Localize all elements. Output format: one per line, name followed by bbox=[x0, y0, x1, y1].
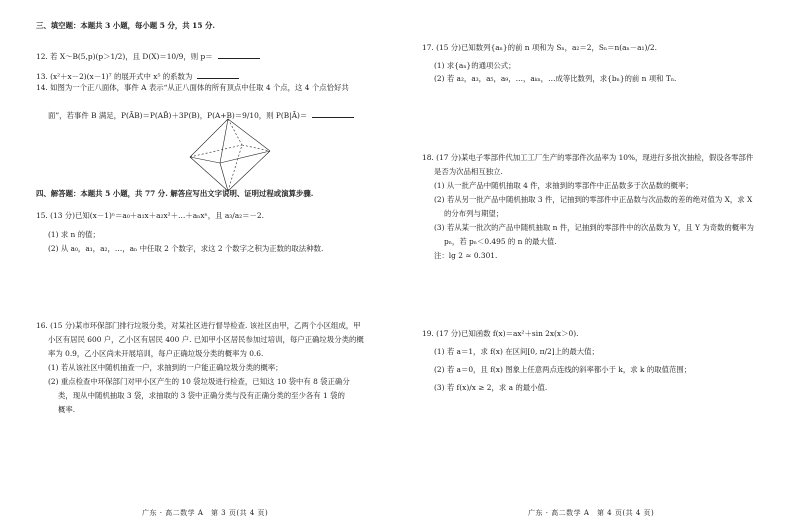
question-16-part2-line2: 类，现从中随机抽取 3 袋，求抽取的 3 袋中正确分类与没有正确分类的至少各有 1 袋的 bbox=[58, 391, 345, 400]
page-footer: 广东 · 高二数学 A 第 4 页(共 4 页) bbox=[528, 509, 655, 517]
question-18-line1: 18. (17 分)某电子零部件代加工工厂生产的零部件次品率为 10%，现进行多批次抽检，假设各零部件 bbox=[422, 153, 754, 162]
question-17-part2: (2) 若 a₂，a₃，a₅，a₉，…，aₖₙ，…成等比数列，求{bₙ}的前 n 项和 Tₙ. bbox=[434, 74, 677, 83]
question-16-line2: 小区有居民 600 户，乙小区有居民 400 户. 已知甲小区居民参加过培训，每户正确垃圾分类的概 bbox=[48, 335, 364, 344]
question-19-part3: (3) 若 f(x)/x ≥ 2，求 a 的最小值. bbox=[434, 383, 548, 392]
question-19-part2: (2) 若 a＝0，且 f(x) 图象上任意两点连线的斜率都小于 k，求 k 的取值范围； bbox=[434, 365, 692, 374]
question-18-note: 注：lg 2 ≈ 0.301. bbox=[434, 251, 498, 260]
question-16-part2-line3: 概率. bbox=[58, 405, 76, 414]
question-16-line3: 率为 0.9，乙小区尚未开展培训，每户正确垃圾分类的概率为 0.6. bbox=[48, 349, 264, 358]
section4-header: 四、解答题：本题共 5 小题，共 77 分. 解答应写出文字说明、证明过程或演算步骤. bbox=[36, 189, 314, 198]
question-16-part2-line1: (2) 重点检查中环保部门对甲小区产生的 10 袋垃圾进行检查，已知这 10 袋中有 8 袋正确分 bbox=[48, 377, 350, 386]
question-16-line1: 16. (15 分)某市环保部门排行垃圾分类，对某社区进行督导检查. 该社区由甲，乙两个小区组成，甲 bbox=[36, 321, 361, 330]
question-16-part1: (1) 若从该社区中随机抽查一户，求抽到的一户能正确垃圾分类的概率； bbox=[48, 363, 283, 372]
answer-blank bbox=[218, 52, 260, 59]
question-17-stem: 17. (15 分)已知数列{aₙ}的前 n 项和为 Sₙ，a₂＝2，Sₙ＝n(aₙ－a₁)/2. bbox=[422, 43, 657, 52]
answer-blank bbox=[312, 111, 354, 118]
question-18-part1: (1) 从一批产品中随机抽取 4 件，求抽到的零部件中正品数多于次品数的概率； bbox=[434, 181, 693, 190]
answer-blank bbox=[197, 72, 239, 79]
question-14-line1: 14. 如图为一个正八面体，事件 A 表示“从正八面体的所有顶点中任取 4 个点，这 4 个点恰好共 bbox=[36, 83, 349, 92]
question-19-stem: 19. (17 分)已知函数 f(x)＝ax²＋sin 2x(x＞0). bbox=[422, 329, 579, 338]
question-12: 12. 若 X～B(5,p)(p＞1/2)，且 D(X)＝10/9，则 p＝ bbox=[36, 44, 260, 63]
section3-header: 三、填空题：本题共 3 小题，每小题 5 分，共 15 分. bbox=[36, 21, 216, 30]
right-page bbox=[400, 0, 800, 531]
page-footer: 广东 · 高二数学 A 第 3 页(共 4 页) bbox=[142, 509, 269, 517]
question-18-part3-line1: (3) 若从某一批次的产品中随机抽取 n 件，记抽到的零部件中的次品数为 Y，且 Y 为奇数的概率为 bbox=[434, 223, 754, 232]
question-14-line2: 面”，若事件 B 满足，P(ĀB)＝P(AB̄)＋3P(B)，P(A+B)＝9/10，则 P(B|Ā)＝ bbox=[48, 103, 354, 122]
question-15-part2: (2) 从 a₀，a₁，a₂，…，aₙ 中任取 2 个数字，求这 2 个数字之积为正数的取法种数. bbox=[48, 244, 324, 253]
question-18-part3-line2: pₙ，若 pₙ＜0.495 的 n 的最大值. bbox=[444, 237, 557, 246]
question-15-part1: (1) 求 n 的值； bbox=[48, 230, 100, 239]
octahedron-figure bbox=[184, 117, 276, 193]
question-18-line2: 是否为次品相互独立. bbox=[434, 167, 503, 176]
question-13: 13. (x²＋x－2)(x－1)⁷ 的展开式中 x⁵ 的系数为 bbox=[36, 64, 239, 83]
question-17-part1: (1) 求{aₙ}的通项公式； bbox=[434, 61, 516, 70]
question-18-part2-line1: (2) 若从另一批产品中随机抽取 3 件，记抽到的零部件中正品数与次品数的差的绝对值为 X，求 X bbox=[434, 195, 753, 204]
question-15-stem: 15. (13 分)已知(x－1)ⁿ＝a₀＋a₁x＋a₂x²＋…＋aₙxⁿ，且 a₃/a₂＝－2. bbox=[36, 211, 264, 220]
question-18-part2-line2: 的分布列与期望； bbox=[444, 209, 504, 218]
question-19-part1: (1) 若 a＝1，求 f(x) 在区间[0, π/2]上的最大值； bbox=[434, 347, 599, 356]
